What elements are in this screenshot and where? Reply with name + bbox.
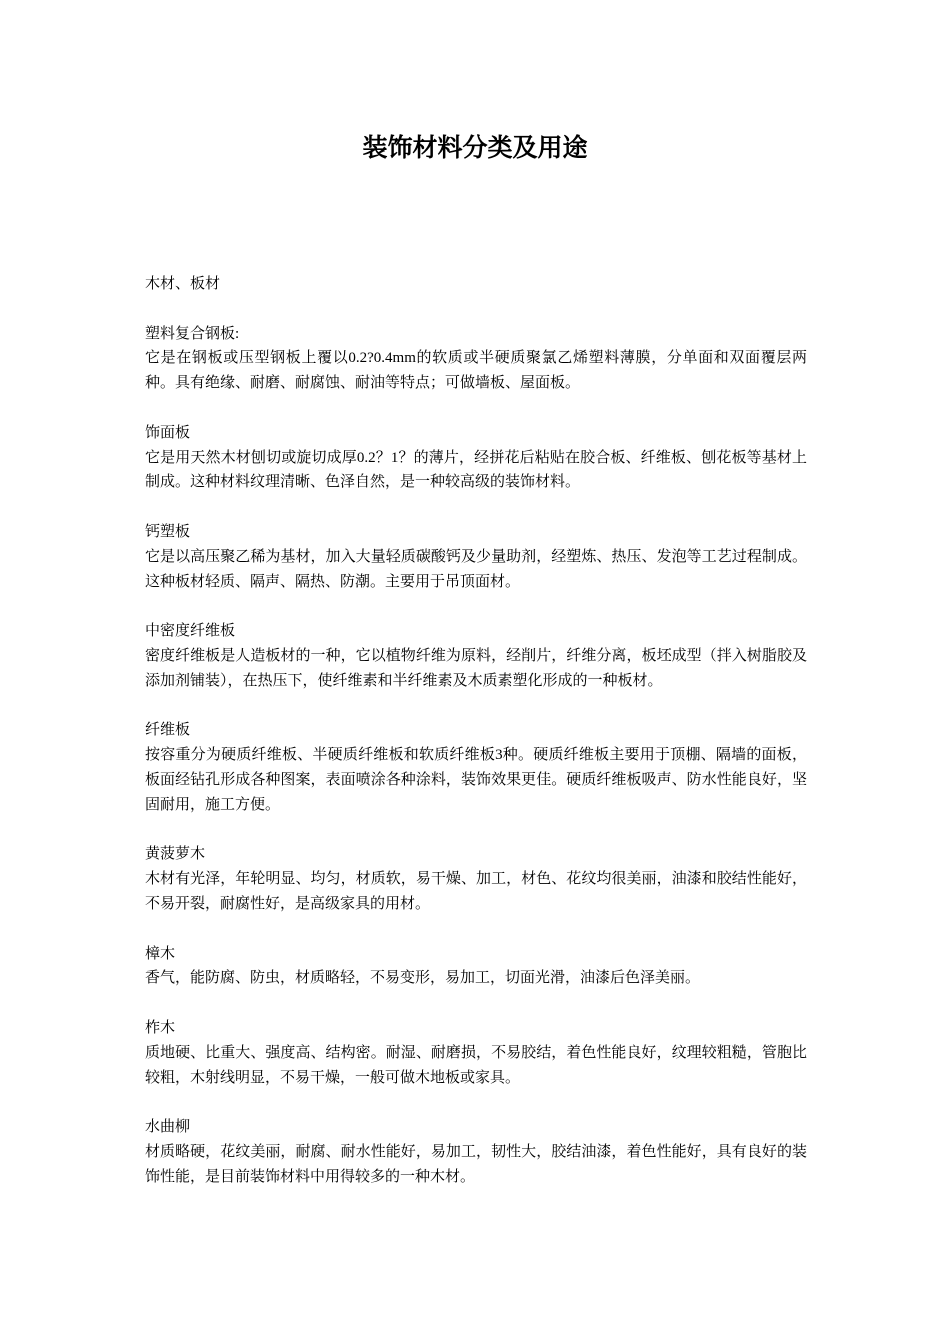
page-title: 装饰材料分类及用途 [362, 135, 588, 162]
section-plastic-composite-steel [145, 322, 807, 396]
section-body: 质地硬、比重大、强度高、结构密。耐湿、耐磨损，不易胶结，着色性能良好，纹理较粗糙，管胞比较粗，木射线明显，不易干燥，一般可做木地板或家具。 [145, 1044, 807, 1086]
section-body: 香气，能防腐、防虫，材质略轻，不易变形，易加工，切面光滑，油漆后色泽美丽。 [145, 970, 701, 987]
section-body: 按容重分为硬质纤维板、半硬质纤维板和软质纤维板3种。硬质纤维板主要用于顶棚、隔墙的面板，板面经钻孔形成各种图案，表面喷涂各种涂料，装饰效果更佳。硬质纤维板吸声、防水性能良好，坚固耐用，施工方便。 [145, 747, 807, 813]
section-amur-cork-wood [145, 842, 807, 916]
section-calcium-plastic-board [145, 520, 807, 594]
section-body: 它是在钢板或压型钢板上覆以0.2?0.4mm的软质或半硬质聚氯乙烯塑料薄膜，分单面和双面覆层两种。具有绝缘、耐磨、耐腐蚀、耐油等特点；可做墙板、屋面板。 [145, 350, 807, 392]
section-heading: 塑料复合钢板: [145, 325, 240, 342]
section-heading: 钙塑板 [145, 523, 191, 540]
category-heading: 木材、板材 [145, 276, 221, 292]
category-block [145, 272, 807, 297]
section-oak-wood [145, 1016, 807, 1090]
section-camphor-wood [145, 942, 807, 992]
section-veneer-board [145, 421, 807, 495]
section-heading: 纤维板 [145, 722, 191, 739]
section-heading: 樟木 [145, 945, 176, 962]
section-body: 密度纤维板是人造板材的一种，它以植物纤维为原料，经削片，纤维分离，板坯成型（拌入树脂胶及添加剂铺装），在热压下，使纤维素和半纤维素及木质素塑化形成的一种板材。 [145, 647, 807, 689]
section-ash-wood [145, 1115, 807, 1189]
document-content [145, 272, 807, 1214]
section-body: 它是以高压聚乙稀为基材，加入大量轻质碳酸钙及少量助剂，经塑炼、热压、发泡等工艺过程制成。这种板材轻质、隔声、隔热、防潮。主要用于吊顶面材。 [145, 548, 807, 590]
section-body: 它是用天然木材刨切或旋切成厚0.2？1？的薄片，经拼花后粘贴在胶合板、纤维板、刨花板等基材上制成。这种材料纹理清晰、色泽自然，是一种较高级的装饰材料。 [145, 449, 807, 491]
section-heading: 柞木 [145, 1019, 176, 1036]
section-heading: 水曲柳 [145, 1119, 191, 1136]
section-body: 材质略硬，花纹美丽，耐腐、耐水性能好，易加工，韧性大，胶结油漆，着色性能好，具有良好的装饰性能，是目前装饰材料中用得较多的一种木材。 [145, 1143, 807, 1185]
section-mdf-board [145, 619, 807, 693]
section-heading: 中密度纤维板 [145, 623, 236, 640]
section-heading: 黄菠萝木 [145, 846, 206, 863]
section-fiberboard [145, 718, 807, 817]
section-body: 木材有光泽，年轮明显、均匀，材质软，易干燥、加工，材色、花纹均很美丽，油漆和胶结性能好，不易开裂，耐腐性好，是高级家具的用材。 [145, 871, 807, 912]
section-heading: 饰面板 [145, 424, 191, 441]
